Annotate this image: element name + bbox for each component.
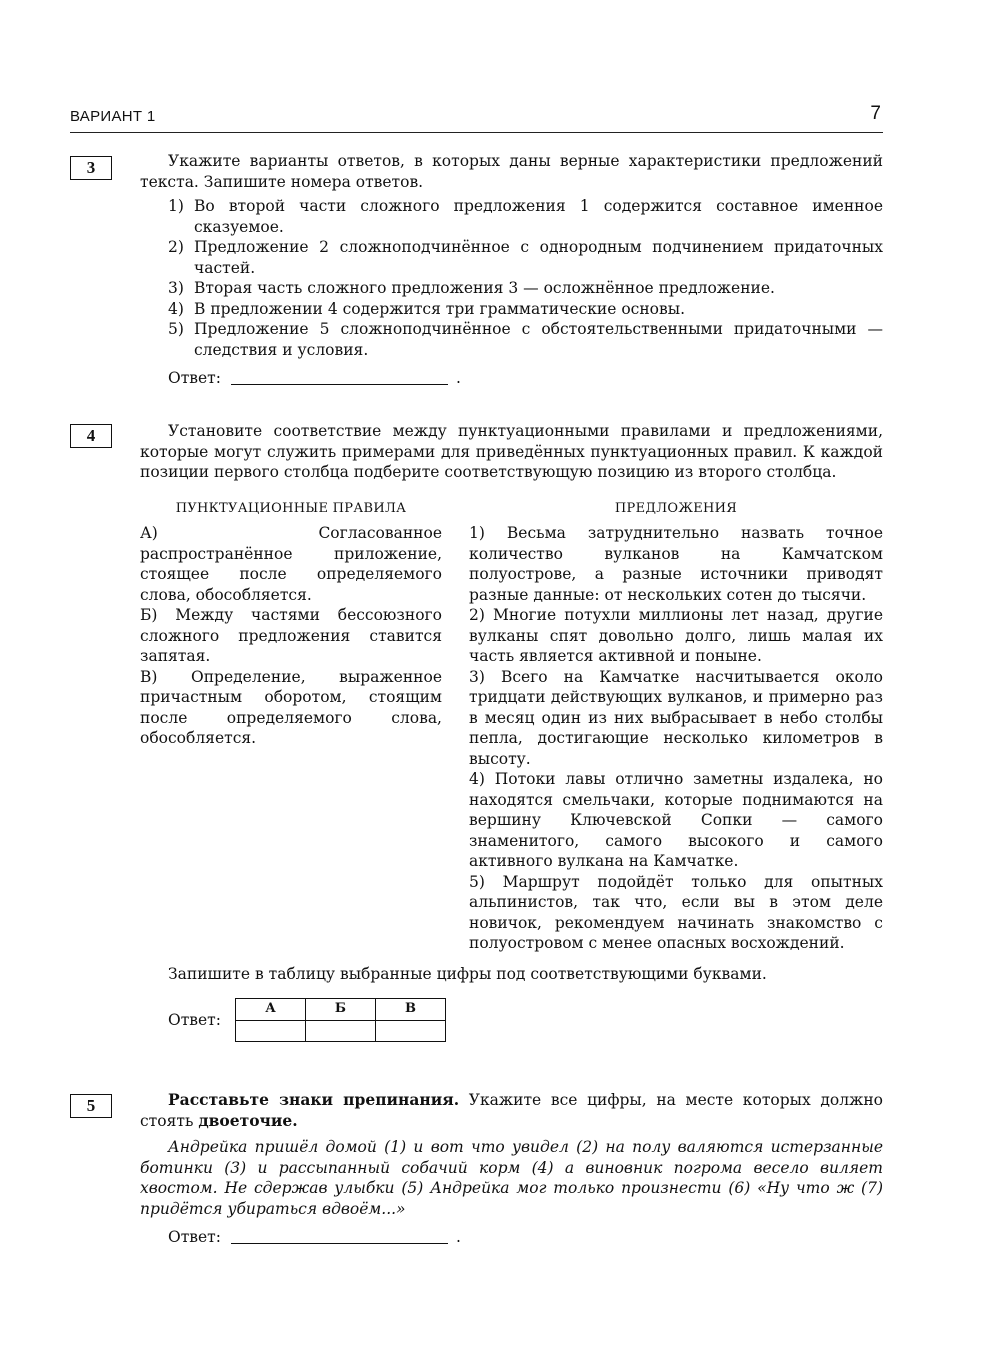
task-5-number-box: 5 <box>70 1094 112 1118</box>
sentences-column <box>469 499 883 954</box>
task-3-instruction: Укажите варианты ответов, в которых даны верные характеристики предложений текста. Запишите номера ответов. <box>140 152 883 191</box>
answer-table <box>235 998 446 1042</box>
page-header <box>70 100 883 133</box>
answer-label: Ответ: <box>168 369 221 387</box>
answer-field[interactable] <box>231 383 448 385</box>
task-5-instruction: Расставьте знаки препинания. Укажите все цифры, на месте которых должно стоять двоеточие. <box>140 1090 884 1130</box>
option-item: 2) Предложение 2 сложноподчинённое с однородным подчинением придаточных частей. <box>168 238 883 277</box>
task-5-answer: Ответ: . <box>168 1228 461 1246</box>
rule-item: В) Определение, выраженное причастным оборотом, стоящим после определяемого слова, обособляется. <box>140 667 442 747</box>
sentence-item: 5) Маршрут подойдёт только для опытных альпинистов, так что, если вы в этом деле новичок, рекомендуем начинать знакомство с полуостровом с менее опасных восхождений. <box>469 872 883 952</box>
rules-header: ПУНКТУАЦИОННЫЕ ПРАВИЛА <box>175 500 407 516</box>
matching-columns <box>140 499 883 954</box>
sentence-item: 2) Многие потухли миллионы лет назад, другие вулканы спят довольно долго, лишь малая их часть является активной и поныне. <box>469 606 883 665</box>
page-number: 7 <box>870 103 881 124</box>
task-4 <box>140 421 883 1042</box>
table-header-b: Б <box>305 999 375 1021</box>
task-3 <box>140 151 883 389</box>
answer-cell-b[interactable] <box>305 1020 375 1041</box>
task-3-answer: Ответ: . <box>168 369 461 387</box>
option-item: 5) Предложение 5 сложноподчинённое с обстоятельственными придаточными — следствия и условия. <box>168 320 883 359</box>
answer-cell-v[interactable] <box>375 1020 445 1041</box>
sentence-item: 4) Потоки лавы отлично заметны издалека, но находятся смельчаки, которые поднимаются на вершину Ключевской Сопки — самого знаменитого, самого высокого и самого активного вулкана на Камчатке. <box>469 770 883 870</box>
table-header-v: В <box>375 999 445 1021</box>
sentences-header: ПРЕДЛОЖЕНИЯ <box>614 500 738 516</box>
task-4-answer <box>168 998 883 1042</box>
answer-cell-a[interactable] <box>235 1020 305 1041</box>
task-3-number-box: 3 <box>70 156 112 180</box>
task-5 <box>140 1090 883 1248</box>
option-item: 3) Вторая часть сложного предложения 3 — осложнённое предложение. <box>168 279 775 297</box>
task-4-instruction: Установите соответствие между пунктуационными правилами и предложениями, которые могут служить примерами для приведённых пунктуационных правил. К каждой позиции первого столбца подберите соответствующую позицию из второго столбца. <box>140 422 883 481</box>
rules-column <box>140 499 442 954</box>
option-item: 1) Во второй части сложного предложения 1 содержится составное именное сказуемое. <box>168 197 883 236</box>
answer-label: Ответ: <box>168 1228 221 1246</box>
answer-field[interactable] <box>231 1242 448 1244</box>
table-header-a: А <box>235 999 305 1021</box>
task-5-passage: Андрейка пришёл домой (1) и вот что увидел (2) на полу валяются истерзанные ботинки (3) и рассыпанный собачий корм (4) а виновник погрома весело виляет хвостом. Не сдержав улыбки (5) Андрейка мог только произнести (6) «Ну что ж (7) придётся убираться вдвоём...» <box>140 1138 883 1218</box>
sentence-item: 1) Весьма затруднительно назвать точное количество вулканов на Камчатском полуострове, а разные источники приводят разные данные: от нескольких сотен до тысячи. <box>469 524 883 604</box>
task-4-number-box: 4 <box>70 424 112 448</box>
answer-label: Ответ: <box>168 1010 221 1029</box>
task-3-options <box>168 196 883 360</box>
sentence-item: 3) Всего на Камчатке насчитывается около тридцати действующих вулканов, и примерно раз в месяц один из них выбрасывает в небо столбы пепла, достигающие несколько километров в высоту. <box>469 667 883 768</box>
table-instruction: Запишите в таблицу выбранные цифры под соответствующими буквами. <box>168 964 767 983</box>
variant-label: ВАРИАНТ 1 <box>70 108 156 125</box>
rule-item: Б) Между частями бессоюзного сложного предложения ставится запятая. <box>140 606 442 665</box>
rule-item: А) Согласованное распространённое приложение, стоящее после определяемого слова, обособляется. <box>140 524 442 604</box>
option-item: 4) В предложении 4 содержится три грамматические основы. <box>168 299 685 318</box>
